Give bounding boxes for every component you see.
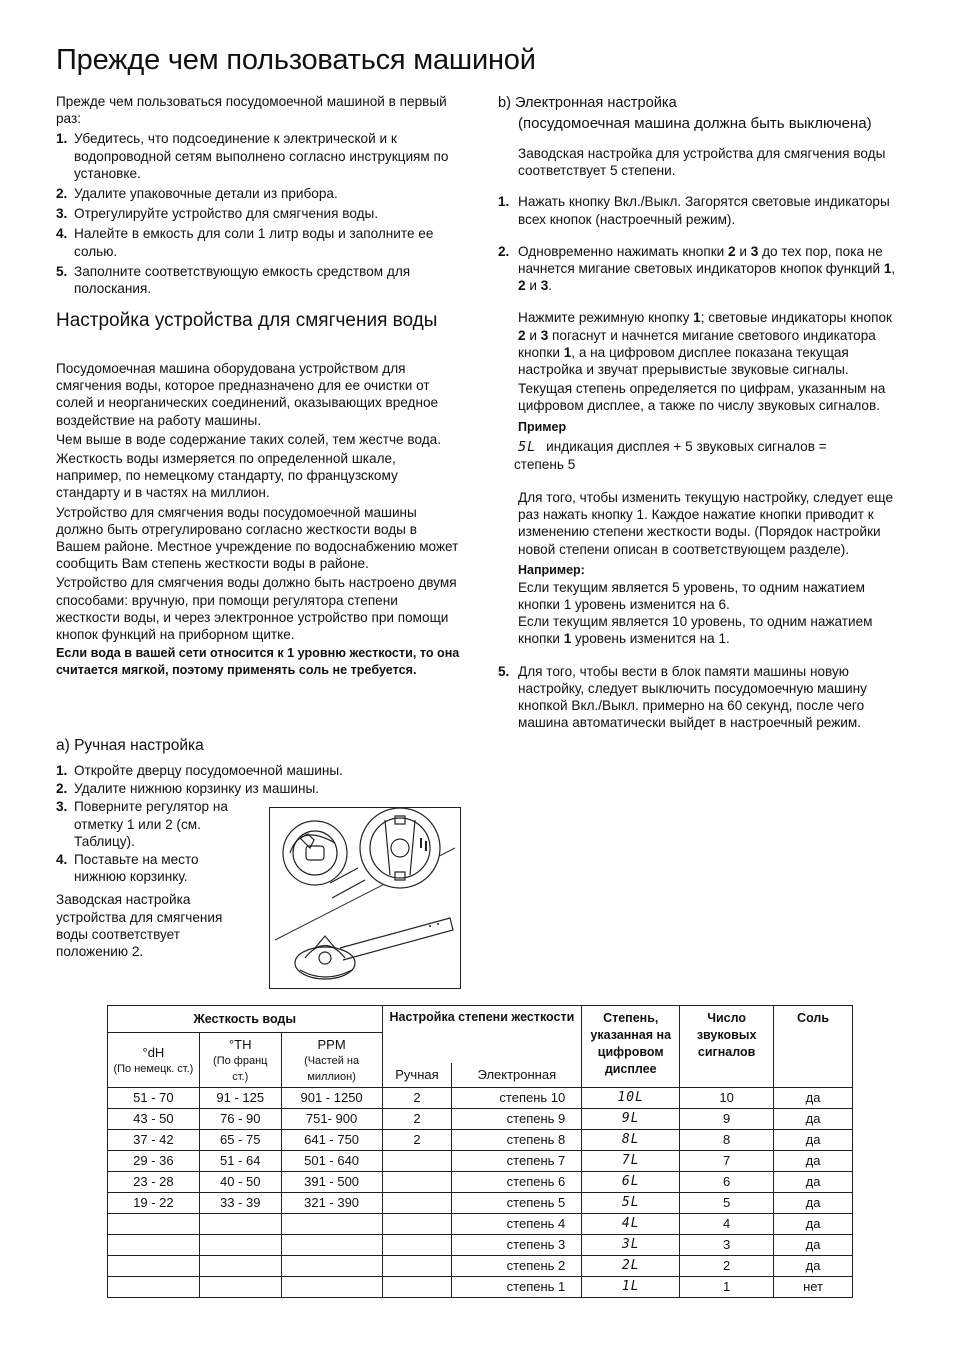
- cell-electronic: степень 9: [452, 1109, 582, 1130]
- paragraph: Устройство для смягчения воды посудомоечной машины должно быть отрегулировано согласно жесткости воды в Вашем районе. Местное учреждение по водоснабжению может сообщить Вам степень жесткости воды в районе.: [56, 504, 459, 572]
- cell-dh: 23 - 28: [108, 1172, 200, 1193]
- cell-th: 65 - 75: [199, 1130, 281, 1151]
- cell-signals: 4: [680, 1214, 774, 1235]
- step-text: Откройте дверцу посудомоечной машины.: [74, 763, 343, 778]
- list-item: [56, 762, 356, 779]
- cell-manual: 2: [382, 1109, 452, 1130]
- cell-dh: [108, 1235, 200, 1256]
- table-row: [108, 1130, 853, 1151]
- table-row: [108, 1151, 853, 1172]
- cell-signals: 10: [680, 1088, 774, 1109]
- change-setting-paragraph: Для того, чтобы изменить текущую настройку, следует еще раз нажать кнопку 1. Каждое нажатие кнопки приводит к изменению степени жесткости воды. (Порядок настройки новой степени описан в соответствующем разделе).: [518, 490, 894, 557]
- table-row: [108, 1214, 853, 1235]
- cell-electronic: степень 3: [452, 1235, 582, 1256]
- list-item: [56, 851, 239, 885]
- step-text: Заполните соответствующую емкость средством для полоскания.: [74, 263, 411, 297]
- dial-drawing: [270, 808, 460, 988]
- cell-salt: да: [774, 1130, 853, 1151]
- for-example-line-1: Если текущим является 5 уровень, то одним нажатием кнопки 1 уровень изменится на 6.: [518, 579, 865, 613]
- cell-manual: [382, 1151, 452, 1172]
- cell-ppm: [281, 1256, 382, 1277]
- cell-display: 3L: [582, 1235, 680, 1256]
- cell-manual: [382, 1277, 452, 1298]
- page-title: Прежде чем пользоваться машиной: [56, 44, 536, 76]
- cell-display: 9L: [582, 1109, 680, 1130]
- header-dh: °dH (По немецк. ст.): [108, 1033, 200, 1088]
- electronic-setting-section: [498, 94, 898, 731]
- step-text: Для того, чтобы вести в блок памяти машины новую настройку, следует выключить посудомоечную машину кнопкой Вкл./Выкл. примерно на 60 секунд, после чего машина автоматически выйдет в настроечный режим.: [518, 663, 867, 731]
- cell-ppm: 641 - 750: [281, 1130, 382, 1151]
- cell-ppm: 901 - 1250: [281, 1088, 382, 1109]
- cell-electronic: степень 1: [452, 1277, 582, 1298]
- table-row: [108, 1109, 853, 1130]
- step-number: 4.: [56, 852, 68, 868]
- header-display: Степень, указанная на цифровом дисплее: [582, 1006, 680, 1088]
- cell-electronic: степень 6: [452, 1172, 582, 1193]
- cell-display: 10L: [582, 1088, 680, 1109]
- step-text: Убедитесь, что подсоединение к электрической и к водопроводной сетям выполнено согласно инструкциям по установке.: [74, 131, 449, 181]
- step-text: Удалите нижнюю корзинку из машины.: [74, 781, 320, 797]
- cell-dh: [108, 1256, 200, 1277]
- cell-electronic: степень 10: [452, 1088, 582, 1109]
- table-row: [108, 1256, 853, 1277]
- cell-th: 76 - 90: [199, 1109, 281, 1130]
- cell-ppm: [281, 1277, 382, 1298]
- cell-display: 4L: [582, 1214, 680, 1235]
- cell-dh: 29 - 36: [108, 1151, 200, 1172]
- cell-display: 6L: [582, 1172, 680, 1193]
- step-text: Удалите упаковочные детали из прибора.: [74, 186, 338, 202]
- cell-electronic: степень 7: [452, 1151, 582, 1172]
- electronic-subheading: (посудомоечная машина должна быть выключена): [518, 115, 872, 132]
- cell-signals: 6: [680, 1172, 774, 1193]
- cell-salt: да: [774, 1235, 853, 1256]
- cell-manual: [382, 1214, 452, 1235]
- cell-display: 2L: [582, 1256, 680, 1277]
- cell-salt: да: [774, 1151, 853, 1172]
- cell-th: [199, 1277, 281, 1298]
- cell-manual: 2: [382, 1130, 452, 1151]
- table-row: [108, 1088, 853, 1109]
- step-text: Поверните регулятор на отметку 1 или 2 (см. Таблицу).: [74, 799, 228, 849]
- cell-ppm: 321 - 390: [281, 1193, 382, 1214]
- cell-manual: [382, 1235, 452, 1256]
- step-number: 1.: [56, 763, 68, 778]
- cell-dh: 37 - 42: [108, 1130, 200, 1151]
- paragraph: Посудомоечная машина оборудована устройством для смягчения воды, которое предназначено для ее очистки от солей и неорганических соединений, оказывающих вредное воздействие на работу машины.: [56, 361, 439, 428]
- cell-display: 7L: [582, 1151, 680, 1172]
- electronic-factory-note: Заводская настройка для устройства для смягчения воды соответствует 5 степени.: [518, 146, 886, 179]
- cell-th: [199, 1235, 281, 1256]
- cell-th: 51 - 64: [199, 1151, 281, 1172]
- cell-dh: [108, 1214, 200, 1235]
- cell-electronic: степень 2: [452, 1256, 582, 1277]
- left-column: [56, 93, 466, 300]
- cell-salt: да: [774, 1109, 853, 1130]
- cell-dh: 43 - 50: [108, 1109, 200, 1130]
- cell-signals: 8: [680, 1130, 774, 1151]
- softener-dial-illustration: [269, 807, 461, 989]
- cell-electronic: степень 5: [452, 1193, 582, 1214]
- cell-ppm: [281, 1235, 382, 1256]
- example-result: степень 5: [514, 456, 576, 472]
- header-th: °TH (По франц ст.): [199, 1033, 281, 1088]
- header-signals: Число звуковых сигналов: [680, 1006, 774, 1088]
- cell-salt: да: [774, 1172, 853, 1193]
- table-row: [108, 1277, 853, 1298]
- water-hardness-table: [107, 1005, 853, 1298]
- table-body: [108, 1088, 853, 1298]
- soft-water-note: Если вода в вашей сети относится к 1 уровню жесткости, то она считается мягкой, поэтому применять соль не требуется.: [56, 646, 460, 678]
- list-item: [56, 263, 466, 297]
- cell-manual: [382, 1256, 452, 1277]
- step-number: 1.: [56, 131, 68, 147]
- step-number: 3.: [56, 799, 68, 815]
- cell-ppm: 391 - 500: [281, 1172, 382, 1193]
- header-hardness: Жесткость воды: [108, 1006, 383, 1033]
- cell-ppm: 751- 900: [281, 1109, 382, 1130]
- electronic-step-1: [498, 193, 898, 227]
- cell-signals: 9: [680, 1109, 774, 1130]
- header-setting: Настройка степени жесткости: [382, 1006, 582, 1063]
- cell-electronic: степень 4: [452, 1214, 582, 1235]
- cell-display: 1L: [582, 1277, 680, 1298]
- step-text: Отрегулируйте устройство для смягчения воды.: [74, 206, 379, 222]
- preparation-steps: [56, 130, 466, 297]
- current-level-paragraph: Текущая степень определяется по цифрам, указанным на цифровом дисплее, а также по числу звуковых сигналов.: [518, 381, 886, 414]
- list-item: [56, 780, 356, 797]
- table-row: [108, 1193, 853, 1214]
- electronic-heading: b) Электронная настройка: [498, 95, 677, 111]
- manual-factory-note: Заводская настройка устройства для смягчения воды соответствует положению 2.: [56, 892, 223, 960]
- step-text: Одновременно нажимать кнопки 2 и 3 до тех пор, пока не начнется мигание световых индикаторов кнопок функций 1, 2 и 3.: [518, 243, 896, 294]
- cell-salt: да: [774, 1256, 853, 1277]
- cell-th: [199, 1214, 281, 1235]
- cell-dh: [108, 1277, 200, 1298]
- cell-manual: 2: [382, 1088, 452, 1109]
- cell-ppm: 501 - 640: [281, 1151, 382, 1172]
- step-number: 4.: [56, 226, 68, 242]
- header-manual: Ручная: [382, 1063, 452, 1088]
- header-ppm: PPM (Частей на миллион): [281, 1033, 382, 1088]
- step-number: 2.: [56, 186, 68, 202]
- cell-salt: да: [774, 1088, 853, 1109]
- cell-th: 91 - 125: [199, 1088, 281, 1109]
- cell-salt: нет: [774, 1277, 853, 1298]
- cell-signals: 1: [680, 1277, 774, 1298]
- paragraph: Чем выше в воде содержание таких солей, тем жестче вода.: [56, 431, 441, 447]
- list-item: [56, 225, 466, 259]
- example-line: [498, 438, 898, 456]
- step-number: 1.: [498, 194, 510, 210]
- table-row: [108, 1172, 853, 1193]
- cell-th: 40 - 50: [199, 1172, 281, 1193]
- paragraph: Устройство для смягчения воды должно быть настроено двумя способами: вручную, при помощи регулятора степени жесткости воды, и через электронное устройство при помощи кнопок функций на приборном щитке.: [56, 575, 457, 643]
- example-label: Пример: [518, 419, 567, 434]
- cell-display: 8L: [582, 1130, 680, 1151]
- cell-dh: 19 - 22: [108, 1193, 200, 1214]
- cell-salt: да: [774, 1193, 853, 1214]
- cell-th: [199, 1256, 281, 1277]
- cell-display: 5L: [582, 1193, 680, 1214]
- softener-description: [56, 360, 464, 680]
- cell-electronic: степень 8: [452, 1130, 582, 1151]
- cell-signals: 5: [680, 1193, 774, 1214]
- cell-signals: 3: [680, 1235, 774, 1256]
- cell-signals: 2: [680, 1256, 774, 1277]
- step-text: Поставьте на место нижнюю корзинку.: [74, 852, 199, 885]
- step-number: 2.: [498, 243, 510, 259]
- header-electronic: Электронная: [452, 1063, 582, 1088]
- intro-text: Прежде чем пользоваться посудомоечной машиной в первый раз:: [56, 94, 447, 127]
- mode-button-paragraph: Нажмите режимную кнопку 1; световые индикаторы кнопок 2 и 3 погаснут и начнется мигание светового индикатора кнопки 1, а на цифровом дисплее показана текущая настройка и звучат прерывистые звуковые сигналы.: [518, 310, 892, 378]
- list-item: [56, 185, 466, 202]
- paragraph: Жесткость воды измеряется по определенной шкале, например, по немецкому стандарту, по французскому стандарту и в частях на миллион.: [56, 451, 398, 501]
- step-text: Налейте в емкость для соли 1 литр воды и заполните ее солью.: [74, 226, 434, 259]
- list-item: [56, 130, 466, 182]
- step-number: 2.: [56, 781, 68, 797]
- cell-manual: [382, 1193, 452, 1214]
- cell-salt: да: [774, 1214, 853, 1235]
- cell-manual: [382, 1172, 452, 1193]
- header-salt: Соль: [774, 1006, 853, 1088]
- electronic-step-5: [498, 663, 898, 732]
- list-item: [56, 798, 239, 850]
- cell-dh: 51 - 70: [108, 1088, 200, 1109]
- for-example-label: Например:: [518, 562, 585, 577]
- display-readout: 5L: [518, 438, 537, 455]
- manual-heading: a) Ручная настройка: [56, 737, 204, 754]
- list-item: [56, 205, 466, 222]
- electronic-step-2: [498, 243, 898, 295]
- step-number: 5.: [56, 263, 68, 279]
- cell-th: 33 - 39: [199, 1193, 281, 1214]
- cell-ppm: [281, 1214, 382, 1235]
- step-number: 5.: [498, 663, 510, 679]
- cell-signals: 7: [680, 1151, 774, 1172]
- table-row: [108, 1235, 853, 1256]
- step-number: 3.: [56, 206, 68, 222]
- step-text: Нажать кнопку Вкл./Выкл. Загорятся световые индикаторы всех кнопок (настроечный режим).: [518, 194, 890, 227]
- example-text: индикация дисплея + 5 звуковых сигналов =: [546, 438, 827, 454]
- softener-heading: Настройка устройства для смягчения воды: [56, 310, 438, 331]
- for-example-line-2: Если текущим является 10 уровень, то одним нажатием кнопки 1 уровень изменится на 1.: [518, 614, 873, 647]
